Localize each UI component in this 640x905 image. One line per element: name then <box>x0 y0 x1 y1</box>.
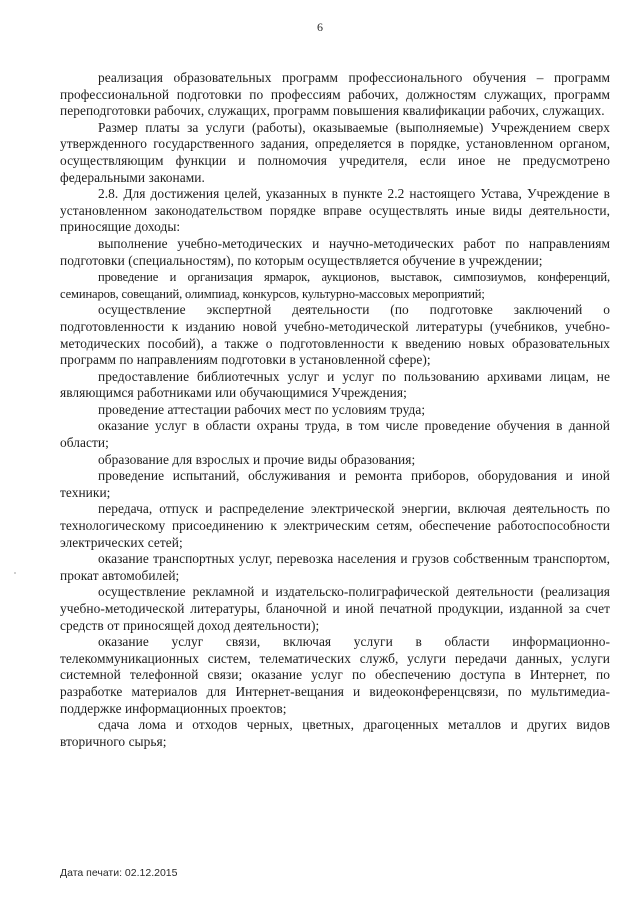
list-item-expert-activity: осуществление экспертной деятельности (по подготовке заключений о подготовленности к изданию новой учебно-методической литературы (учебников, учебно-методических пособий), а также о подготовленности к введению новых образовательных программ по направлениям подготовки в установленной сфере); <box>60 302 610 368</box>
paragraph-professional-training: реализация образовательных программ профессионального обучения – программ профессиональной подготовки по профессиям рабочих, должностям служащих, программ переподготовки рабочих, служащих, программ повышения квалификации рабочих, служащих. <box>60 70 610 119</box>
list-item-workplace-certification: проведение аттестации рабочих мест по условиям труда; <box>98 401 426 417</box>
list-item-events: проведение и организация ярмарок, аукционов, выставок, симпозиумов, конференций, семинаров, совещаний, олимпиад, конкурсов, культурно-массовых мероприятий; <box>60 270 610 301</box>
list-item-library-services: предоставление библиотечных услуг и услуг по пользованию архивами лицам, не являющимся работниками или обучающимися Учреждения; <box>60 368 610 401</box>
list-item-transport-services: оказание транспортных услуг, перевозка населения и грузов собственным транспортом, прокат автомобилей; <box>60 551 610 583</box>
list-item-equipment-testing: проведение испытаний, обслуживания и ремонта приборов, оборудования и иной техники; <box>60 468 610 500</box>
list-item-methodical-work: выполнение учебно-методических и научно-методических работ по направлениям подготовки (специальностям), по которым осуществляется обучение в учреждении; <box>60 235 610 268</box>
paragraph-section-2-8: 2.8. Для достижения целей, указанных в пункте 2.2 настоящего Устава, Учреждение в установленном законодательством порядке вправе осуществлять иные виды деятельности, приносящие доходы: <box>60 186 610 235</box>
page-number: 6 <box>317 20 323 34</box>
list-item-adult-education: образование для взрослых и прочие виды образования; <box>98 451 416 467</box>
list-item-scrap-metal: сдача лома и отходов черных, цветных, драгоценных металлов и других видов вторичного сырья; <box>60 717 610 749</box>
list-item-communication-services: оказание услуг связи, включая услуги в области информационно-телекоммуникационных систем, телематических служб, услуги передачи данных, услуги системной телефонной связи; оказание услуг по обеспечению доступа в Интернет, по разработке материалов для Интернет-вещания и видеоконференцсвязи, по мультимедиа-поддержке информационных проектов; <box>60 634 610 716</box>
print-date: Дата печати: 02.12.2015 <box>60 867 178 879</box>
list-item-electric-energy: передача, отпуск и распределение электрической энергии, включая деятельность по технологическому присоединению к электрическим сетям, обеспечение работоспособности электрических сетей; <box>60 501 610 550</box>
list-item-advertising-publishing: осуществление рекламной и издательско-полиграфической деятельности (реализация учебно-методической литературы, бланочной и иной печатной продукции, изданной за счет средств от приносящей доход деятельности); <box>60 584 610 633</box>
paragraph-service-fees: Размер платы за услуги (работы), оказываемые (выполняемые) Учреждением сверх утвержденного государственного задания, определяется в порядке, установленном органом, осуществляющим функции и полномочия учредителя, если иное не предусмотрено федеральными законами. <box>60 119 610 185</box>
list-item-labor-safety: оказание услуг в области охраны труда, в том числе проведение обучения в данной области; <box>60 418 610 451</box>
document-body <box>60 70 610 750</box>
scan-speck <box>14 572 16 574</box>
